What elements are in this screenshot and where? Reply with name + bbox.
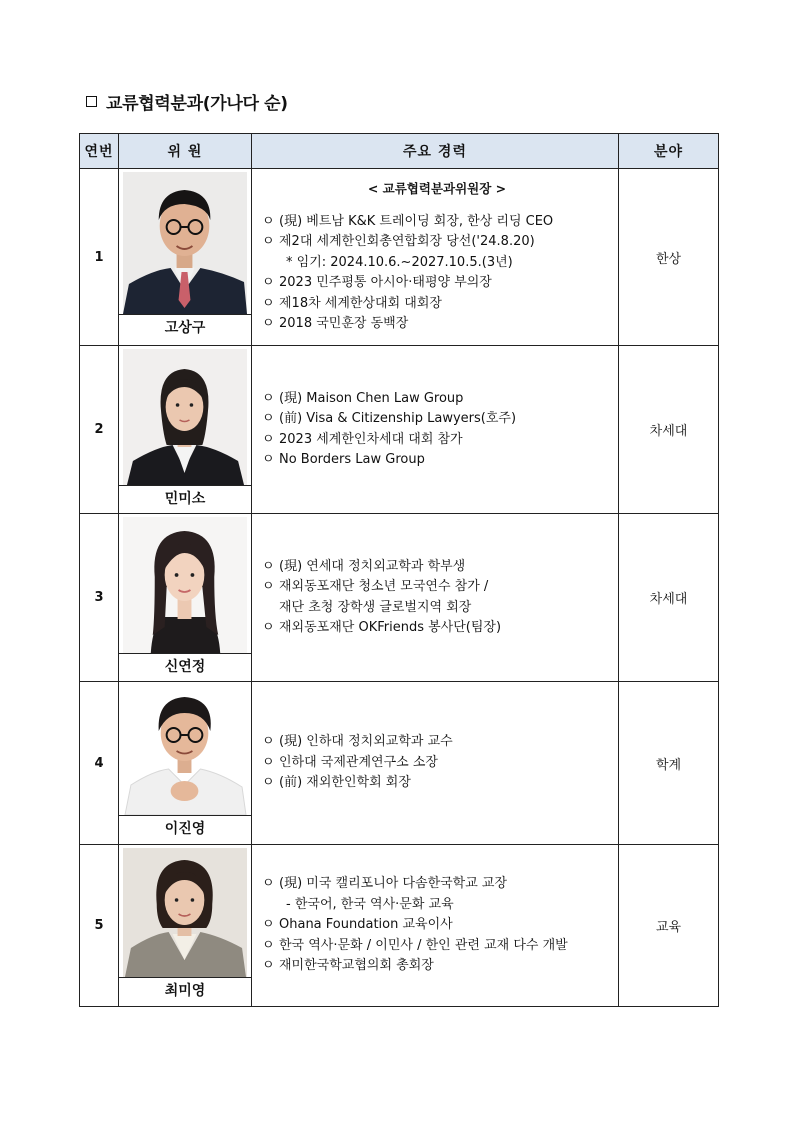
member-cell	[119, 169, 252, 346]
header-career: 주요 경력	[252, 134, 619, 169]
bullet-icon: ㅇ	[262, 937, 275, 953]
career-item: ㅇ 재외동포재단 청소년 모국연수 참가 /	[262, 577, 612, 598]
committee-members-table	[79, 133, 719, 1007]
career-item: * 임기: 2024.10.6.~2027.10.5.(3년)	[286, 254, 513, 270]
bullet-icon: ㅇ	[262, 213, 275, 229]
bullet-icon: ㅇ	[262, 620, 275, 635]
bullet-icon: ㅇ	[262, 316, 275, 332]
career-item: ㅇ 2023 민주평통 아시아·태평양 부의장	[262, 273, 612, 294]
career-item: ㅇ (現) 인하대 정치외교학과 교수	[262, 732, 612, 753]
row-number: 1	[80, 169, 119, 346]
career-cell	[252, 514, 619, 682]
member-photo	[123, 349, 247, 485]
career-item: ㅇ Ohana Foundation 교육이사	[262, 915, 612, 936]
career-item: ㅇ 재미한국학교협의회 총회장	[262, 956, 612, 977]
career-cell	[252, 682, 619, 845]
bullet-icon: ㅇ	[262, 876, 275, 892]
career-item: ㅇ 2018 국민훈장 동백장	[262, 314, 612, 335]
career-cell	[252, 169, 619, 346]
member-name: 고상구	[119, 314, 251, 341]
bullet-icon: ㅇ	[262, 275, 275, 291]
table-row	[80, 346, 719, 514]
member-photo	[123, 172, 247, 314]
career-cell	[252, 346, 619, 514]
checkbox-square-icon	[86, 96, 97, 107]
member-photo	[123, 517, 247, 653]
member-name: 민미소	[119, 485, 251, 512]
field-cell: 한상	[619, 169, 719, 346]
career-item: ㅇ (現) Maison Chen Law Group	[262, 389, 612, 410]
member-cell	[119, 682, 252, 845]
bullet-icon: ㅇ	[262, 734, 275, 750]
career-item: ㅇ 제18차 세계한상대회 대회장	[262, 294, 612, 315]
career-item: ㅇ (現) 베트남 K&K 트레이딩 회장, 한상 리딩 CEO	[262, 212, 612, 233]
member-cell	[119, 845, 252, 1007]
career-item: ㅇ No Borders Law Group	[262, 450, 612, 471]
career-item: ㅇ (現) 연세대 정치외교학과 학부생	[262, 557, 612, 578]
field-cell: 차세대	[619, 514, 719, 682]
career-item: ㅇ (現) 미국 캘리포니아 다솜한국학교 교장	[262, 874, 612, 895]
bullet-icon: ㅇ	[262, 775, 275, 791]
row-number: 3	[80, 514, 119, 682]
section-title: 교류협력분과(가나다 순)	[106, 94, 288, 114]
career-item: ㅇ 2023 세계한인차세대 대회 참가	[262, 430, 612, 451]
bullet-icon: ㅇ	[262, 958, 275, 974]
row-number: 5	[80, 845, 119, 1007]
member-cell	[119, 514, 252, 682]
bullet-icon: ㅇ	[262, 411, 275, 426]
table-row	[80, 845, 719, 1007]
career-title: < 교류협력분과위원장 >	[367, 181, 507, 197]
career-item: 재단 초청 장학생 글로벌지역 회장	[279, 599, 472, 615]
bullet-icon: ㅇ	[262, 390, 275, 406]
career-cell	[252, 845, 619, 1007]
header-field: 분야	[619, 134, 719, 169]
table-row	[80, 169, 719, 346]
bullet-icon: ㅇ	[262, 579, 275, 594]
bullet-icon: ㅇ	[262, 431, 275, 447]
header-no: 연번	[80, 134, 119, 169]
career-item: ㅇ (前) 재외한인학회 회장	[262, 773, 612, 794]
field-cell: 학계	[619, 682, 719, 845]
row-number: 2	[80, 346, 119, 514]
member-name: 신연정	[119, 653, 251, 680]
career-item: - 한국어, 한국 역사·문화 교육	[286, 896, 454, 912]
table-row	[80, 514, 719, 682]
member-name: 이진영	[119, 815, 251, 842]
career-item: ㅇ (前) Visa & Citizenship Lawyers(호주)	[262, 409, 612, 430]
bullet-icon: ㅇ	[262, 917, 275, 933]
career-item: ㅇ 재외동포재단 OKFriends 봉사단(팀장)	[262, 618, 612, 639]
header-member: 위 원	[119, 134, 252, 169]
table-header-row	[80, 134, 719, 169]
member-name: 최미영	[119, 977, 251, 1004]
bullet-icon: ㅇ	[262, 754, 275, 770]
row-number: 4	[80, 682, 119, 845]
bullet-icon: ㅇ	[262, 234, 275, 250]
career-item: ㅇ 제2대 세계한인회총연합회장 당선('24.8.20)	[262, 232, 612, 253]
member-photo	[123, 848, 247, 977]
career-item: ㅇ 인하대 국제관계연구소 소장	[262, 753, 612, 774]
bullet-icon: ㅇ	[262, 452, 275, 467]
bullet-icon: ㅇ	[262, 558, 275, 574]
member-photo	[123, 685, 247, 815]
section-heading	[86, 89, 288, 114]
career-item: ㅇ 한국 역사·문화 / 이민사 / 한인 관련 교재 다수 개발	[262, 936, 612, 957]
field-cell: 교육	[619, 845, 719, 1007]
field-cell: 차세대	[619, 346, 719, 514]
member-cell	[119, 346, 252, 514]
table-row	[80, 682, 719, 845]
bullet-icon: ㅇ	[262, 295, 275, 311]
